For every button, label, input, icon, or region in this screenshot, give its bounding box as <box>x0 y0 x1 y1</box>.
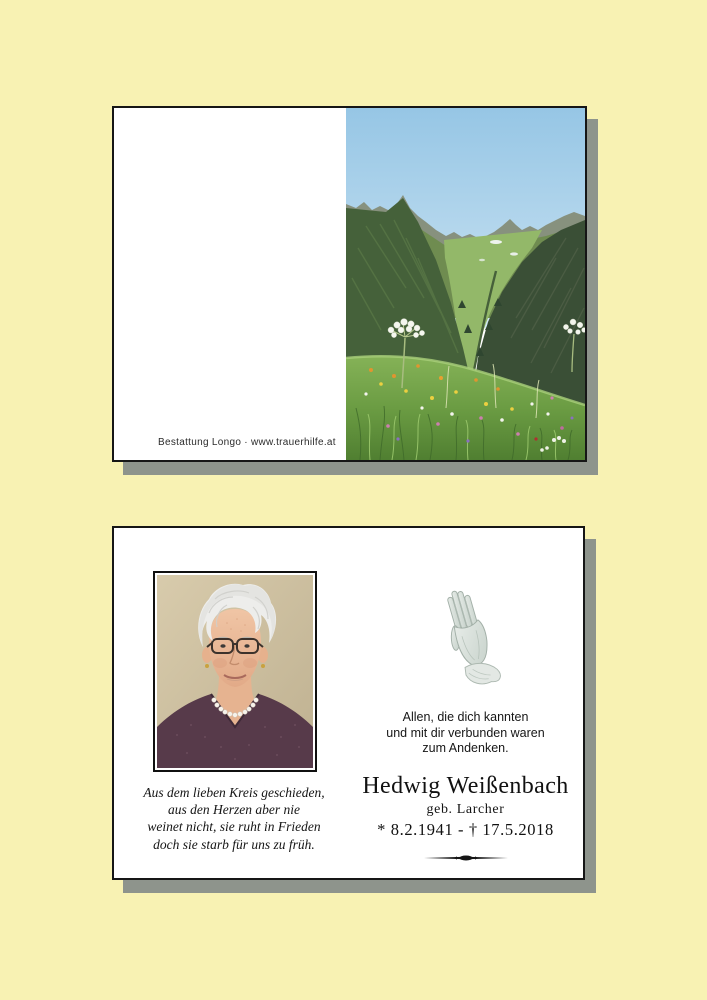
portrait-photo <box>153 571 317 772</box>
alpine-landscape-photo <box>346 108 585 460</box>
dedication-text <box>348 710 583 757</box>
ornament-divider <box>424 853 508 863</box>
praying-hands-icon <box>422 588 510 692</box>
memorial-right-column <box>348 528 583 878</box>
publisher-line: Bestattung Longo · www.trauerhilfe.at <box>158 437 336 448</box>
memorial-card-outer <box>112 106 587 462</box>
poem-line: Aus dem lieben Kreis geschieden, <box>143 785 325 800</box>
alpine-landscape-illustration <box>346 108 585 460</box>
memorial-poem <box>120 784 348 853</box>
dedication-line: zum Andenken. <box>422 741 509 755</box>
poem-line: weinet nicht, sie ruht in Frieden <box>147 819 321 835</box>
portrait-illustration <box>157 575 313 768</box>
poem-line: doch sie starb für uns zu früh. <box>153 836 315 852</box>
poem-line: aus den Herzen aber nie <box>168 802 300 818</box>
deceased-name: Hedwig Weißenbach <box>362 773 569 799</box>
memorial-card-inner <box>112 526 585 880</box>
dedication-line: Allen, die dich kannten <box>402 710 529 724</box>
dedication-line: und mit dir verbunden waren <box>386 725 545 740</box>
life-dates: * 8.2.1941 - † 17.5.2018 <box>377 820 554 839</box>
maiden-name: geb. Larcher <box>426 802 505 817</box>
